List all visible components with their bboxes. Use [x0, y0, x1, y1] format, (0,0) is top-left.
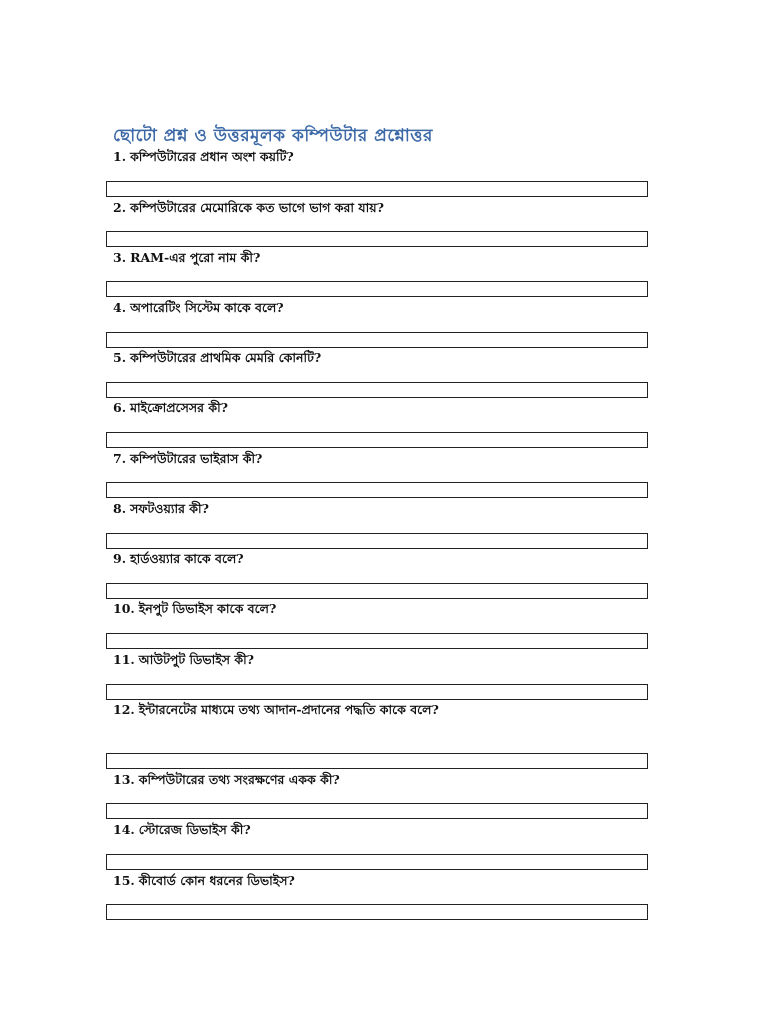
question-number: 5.: [113, 350, 127, 365]
question-3: [113, 248, 655, 268]
question-text: কীবোর্ড কোন ধরনের ডিভাইস?: [138, 873, 295, 888]
question-number: 2.: [113, 200, 127, 215]
question-number: 1.: [113, 149, 127, 164]
question-text: ইন্টারনেটের মাধ্যমে তথ্য আদান-প্রদানের পদ্ধতি কাকে বলে?: [138, 702, 439, 717]
answer-box-1[interactable]: [106, 181, 648, 197]
question-text: অপারেটিং সিস্টেম কাকে বলে?: [130, 300, 284, 315]
question-text: কম্পিউটারের ভাইরাস কী?: [130, 451, 263, 466]
question-number: 7.: [113, 451, 127, 466]
question-8: [113, 499, 655, 519]
question-12: [113, 700, 655, 740]
question-number: 15.: [113, 873, 135, 888]
question-number: 10.: [113, 601, 135, 616]
question-11: [113, 650, 655, 670]
page-title: ছোটো প্রশ্ন ও উত্তরমূলক কম্পিউটার প্রশ্নোত্তর: [113, 126, 433, 146]
question-number: 12.: [113, 702, 135, 717]
answer-box-5[interactable]: [106, 382, 648, 398]
answer-box-6[interactable]: [106, 432, 648, 448]
answer-box-2[interactable]: [106, 231, 648, 247]
answer-box-9[interactable]: [106, 583, 648, 599]
question-number: 4.: [113, 300, 127, 315]
answer-box-7[interactable]: [106, 482, 648, 498]
question-text: স্টোরেজ ডিভাইস কী?: [138, 822, 251, 837]
answer-box-15[interactable]: [106, 904, 648, 920]
answer-box-4[interactable]: [106, 332, 648, 348]
question-number: 11.: [113, 652, 135, 667]
question-6: [113, 398, 655, 418]
question-1: [113, 147, 655, 167]
question-text: আউটপুট ডিভাইস কী?: [138, 652, 254, 667]
question-number: 6.: [113, 400, 127, 415]
question-13: [113, 770, 655, 790]
question-text: কম্পিউটারের প্রধান অংশ কয়টি?: [130, 149, 294, 164]
answer-box-10[interactable]: [106, 633, 648, 649]
question-text: কম্পিউটারের মেমোরিকে কত ভাগে ভাগ করা যায়?: [130, 200, 384, 215]
question-number: 14.: [113, 822, 135, 837]
question-text: হার্ডওয়্যার কাকে বলে?: [130, 551, 244, 566]
question-text: মাইক্রোপ্রসেসর কী?: [130, 400, 228, 415]
question-number: 13.: [113, 772, 135, 787]
answer-box-12[interactable]: [106, 753, 648, 769]
question-text: কম্পিউটারের তথ্য সংরক্ষণের একক কী?: [138, 772, 340, 787]
question-text: কম্পিউটারের প্রাথমিক মেমরি কোনটি?: [130, 350, 322, 365]
question-2: [113, 198, 655, 218]
answer-box-14[interactable]: [106, 854, 648, 870]
question-7: [113, 449, 655, 469]
question-15: [113, 871, 655, 891]
question-10: [113, 599, 655, 619]
question-14: [113, 820, 655, 840]
question-number: 8.: [113, 501, 127, 516]
answer-box-3[interactable]: [106, 281, 648, 297]
answer-box-13[interactable]: [106, 803, 648, 819]
question-number: 9.: [113, 551, 127, 566]
question-number: 3.: [113, 250, 127, 265]
question-text: সফটওয়্যার কী?: [130, 501, 209, 516]
answer-box-8[interactable]: [106, 533, 648, 549]
question-5: [113, 348, 655, 368]
answer-box-11[interactable]: [106, 684, 648, 700]
question-9: [113, 549, 655, 569]
question-text: ইনপুট ডিভাইস কাকে বলে?: [138, 601, 277, 616]
question-text: RAM-এর পুরো নাম কী?: [130, 250, 261, 265]
question-4: [113, 298, 655, 318]
